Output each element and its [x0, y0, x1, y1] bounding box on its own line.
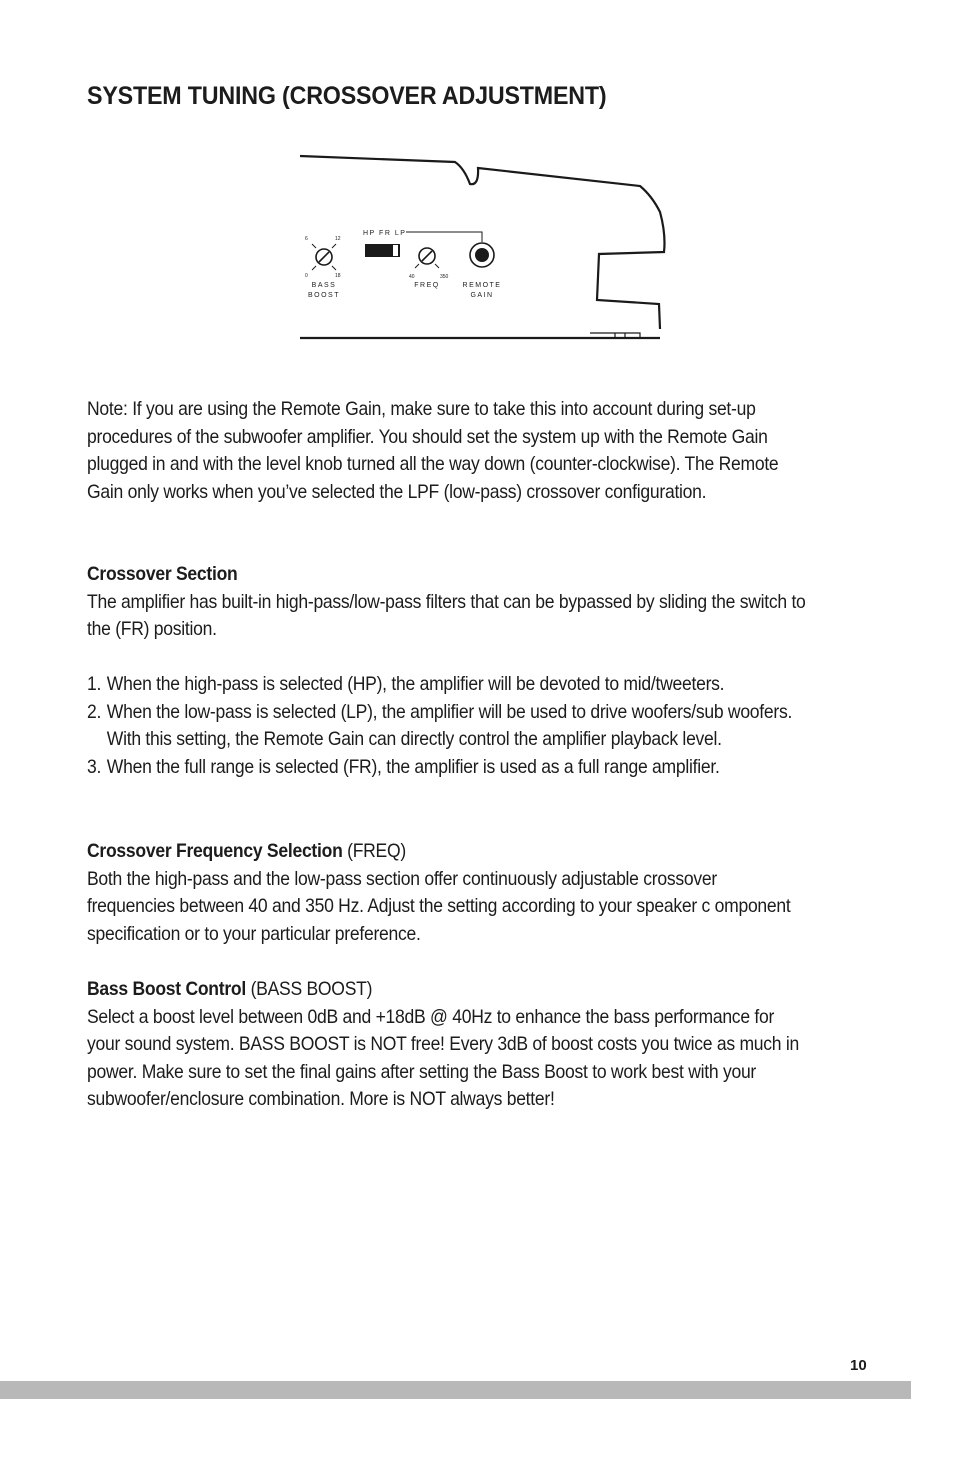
remote-gain-jack-icon	[470, 243, 494, 267]
switch-label: HP FR LP	[363, 230, 407, 237]
crossover-list	[87, 671, 807, 781]
list-item-number: 3.	[87, 755, 102, 778]
page-number: 10	[850, 1357, 867, 1374]
list-item-number: 2.	[87, 700, 102, 723]
freq-text: Both the high-pass and the low-pass section offer continuously adjustable crossover frequencies between 40 and 350 Hz. Adjust the setting according to your speaker c omponent specification or to your particular preference.	[87, 867, 791, 945]
bass-label-line2: BOOST	[307, 292, 341, 299]
crossover-switch-icon	[365, 244, 400, 257]
freq-tag: (FREQ)	[342, 840, 406, 862]
bass-text: Select a boost level between 0dB and +18dB @ 40Hz to enhance the bass performance for your sound system. BASS BOOST is NOT free! Every 3dB of boost costs you twice as much in power. Make sure to set the final gains after setting the Bass Boost to work best with your subwoofer/enclosure combination. More is NOT always better!	[87, 1005, 800, 1110]
bass-mark-18: 18	[335, 273, 341, 279]
list-item-text: When the full range is selected (FR), the amplifier is used as a full range amplifier.	[106, 755, 720, 778]
list-item	[87, 754, 807, 782]
bass-heading: Bass Boost Control	[87, 978, 246, 1000]
bass-mark-6: 6	[305, 236, 308, 242]
freq-mark-350: 350	[440, 274, 449, 280]
list-item-number: 1.	[87, 673, 102, 695]
bass-section	[87, 976, 807, 1114]
remote-label-line2: GAIN	[470, 292, 494, 299]
freq-label: FREQ	[414, 282, 440, 289]
crossover-section	[87, 561, 807, 781]
list-item-text: When the high-pass is selected (HP), the amplifier will be devoted to mid/tweeters.	[106, 673, 725, 695]
freq-heading: Crossover Frequency Selection	[87, 840, 343, 862]
footer-bar	[0, 1381, 911, 1399]
bass-mark-12: 12	[335, 236, 341, 242]
freq-mark-40: 40	[409, 274, 415, 280]
freq-knob-icon	[415, 248, 439, 268]
bass-mark-0: 0	[305, 273, 308, 279]
note-text: Note: If you are using the Remote Gain, make sure to take this into account during set-up procedures of the subwoofer amplifier. You should set the system up with the Remote Gain plugged in and with the level knob turned all the way down (counter-clockwise). The Remote Gain only works when you’ve selected the LPF (low-pass) crossover configuration.	[87, 398, 779, 503]
crossover-text: The amplifier has built-in high-pass/low-pass filters that can be bypassed by sliding the switch to the (FR) position.	[87, 590, 806, 640]
page-title: SYSTEM TUNING (CROSSOVER ADJUSTMENT)	[87, 82, 607, 110]
list-item	[87, 699, 807, 754]
freq-section	[87, 838, 807, 948]
bass-tag: (BASS BOOST)	[245, 978, 373, 1000]
list-item	[87, 671, 807, 699]
remote-label-line1: REMOTE	[462, 282, 502, 289]
note-paragraph	[87, 396, 807, 506]
list-item-text: When the low-pass is selected (LP), the amplifier will be used to drive woofers/sub woofers. With this setting, the Remote Gain can directly control the amplifier playback level.	[106, 700, 793, 750]
bass-boost-knob-icon	[312, 244, 336, 270]
bass-label-line1: BASS	[311, 282, 337, 289]
amplifier-panel-diagram	[250, 140, 670, 350]
crossover-heading: Crossover Section	[87, 563, 238, 585]
switch-bracket	[406, 232, 482, 242]
